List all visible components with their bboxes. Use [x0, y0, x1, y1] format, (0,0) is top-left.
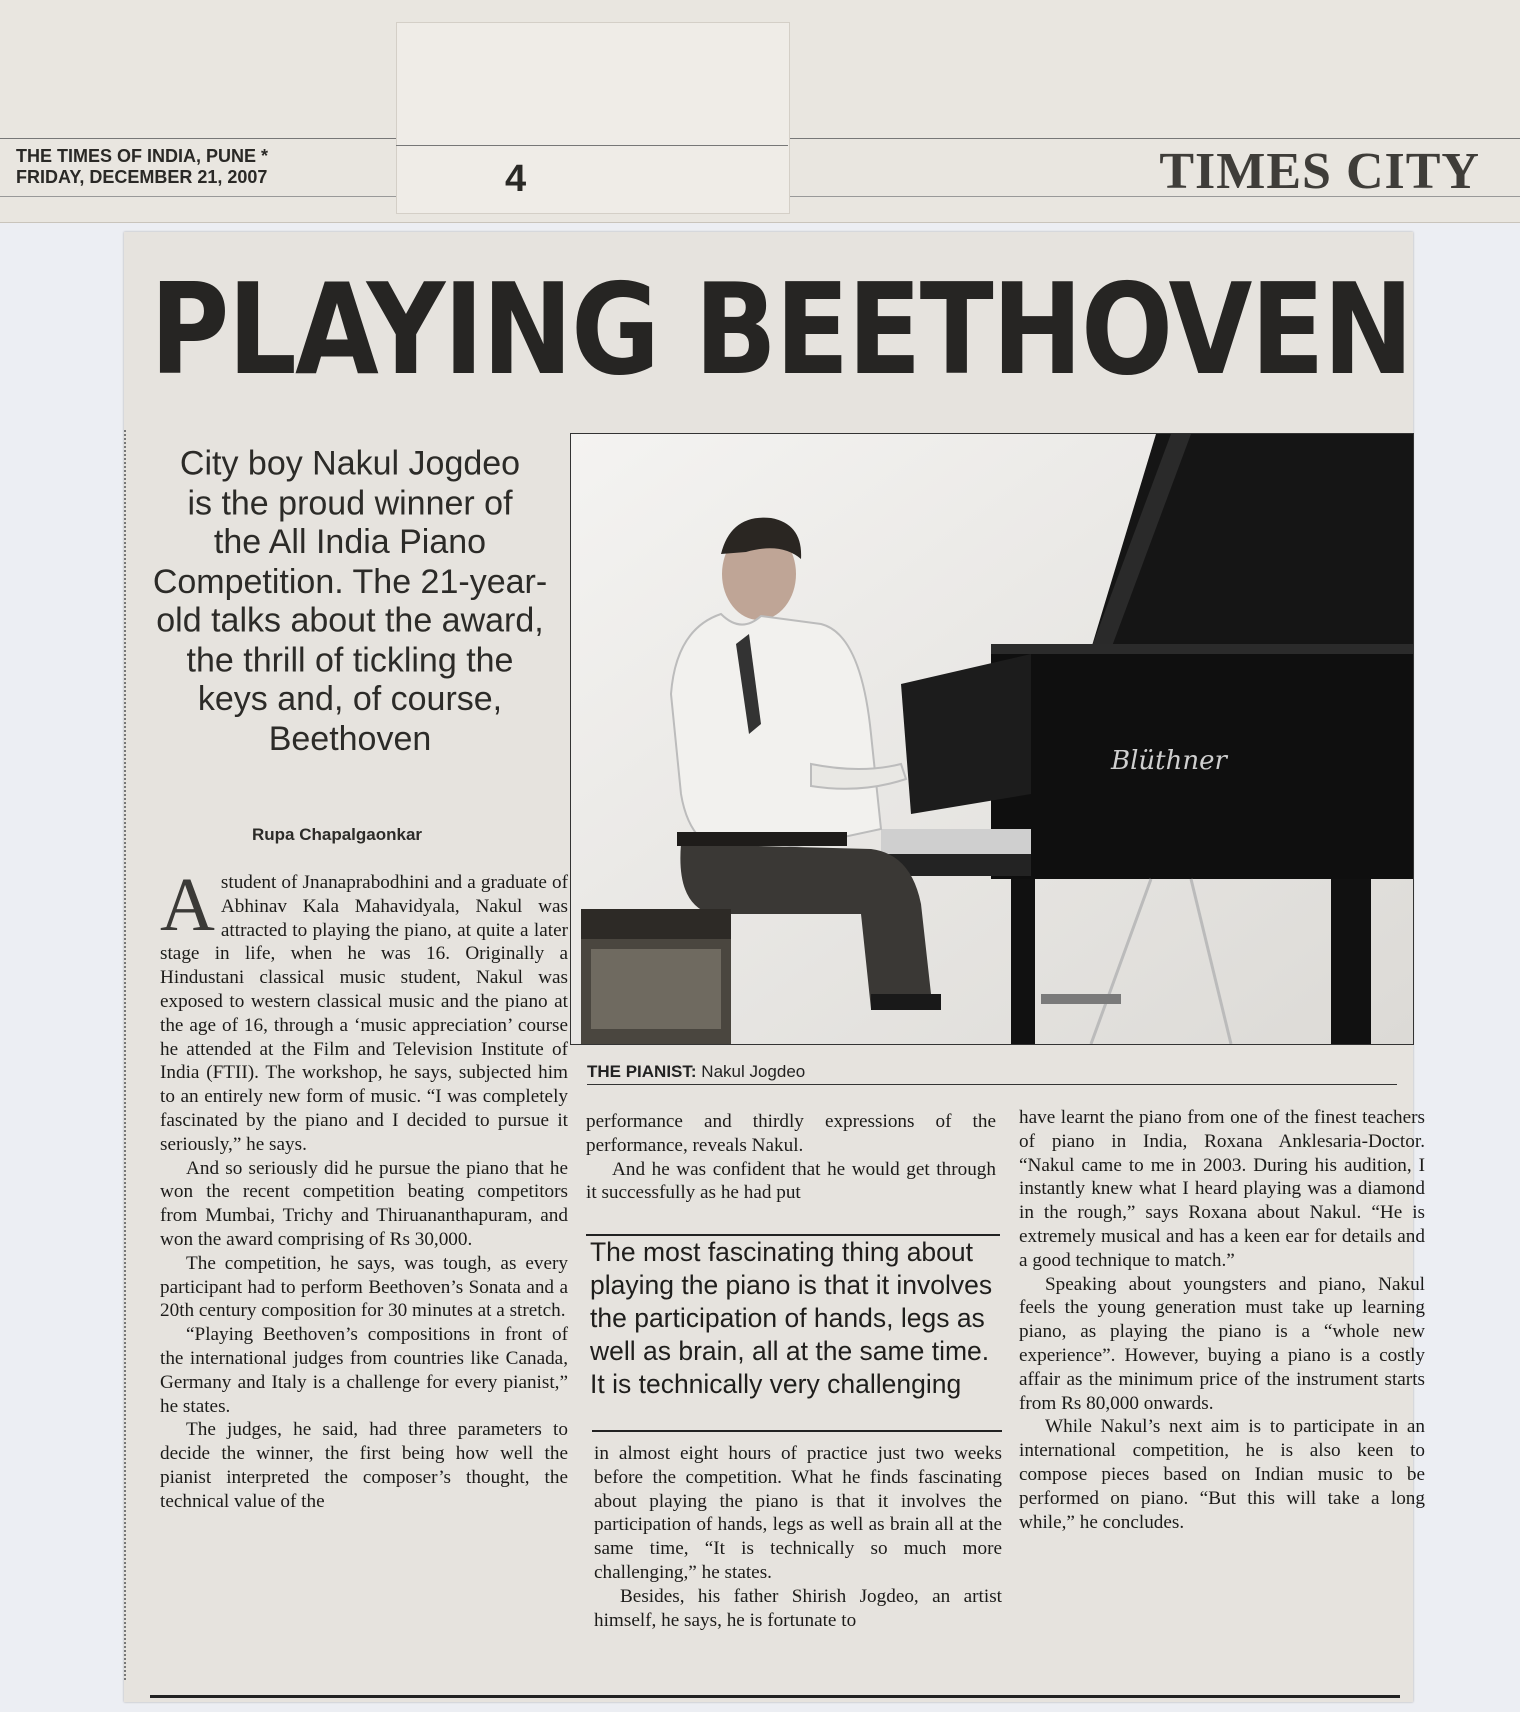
article-paragraph	[160, 863, 568, 1157]
deck-line: Competition. The 21-year-	[152, 561, 548, 601]
pullquote: The most fascinating thing about playing the piano is that it involves the participation of hands, legs as well as brain, all at the same time. It is technically very challenging	[590, 1237, 993, 1399]
deck-line: keys and, of course,	[197, 679, 503, 719]
article-column-2-top	[586, 1110, 996, 1205]
deck-line: City boy Nakul Jogdeo	[179, 443, 521, 483]
pianist-photo	[570, 433, 1414, 1045]
article-paragraph: The judges, he said, had three parameters to decide the winner, the first being how well the pianist interpreted the composer’s thought, the technical value of the	[160, 1419, 568, 1512]
article-paragraph: in almost eight hours of practice just two weeks before the competition. What he finds fascinating about playing the piano is that it involves the participation of hands, legs as well as brain all at the same time, “It is technically so much more challenging,” he states.	[594, 1443, 1002, 1583]
article-column-1	[160, 863, 568, 1514]
piano-brand: Blüthner	[1111, 746, 1227, 776]
article-paragraph: have learnt the piano from one of the finest teachers of piano in India, Roxana Anklesaria-Doctor. “Nakul came to me in 2003. During his audition, I instantly knew what I heard playing was a diamond in the rough,” says Roxana about Nakul. “He is extremely musical and has a keen ear for details and a good technique to match.”	[1019, 1107, 1425, 1271]
pullquote-rule-bottom	[592, 1430, 1002, 1432]
cut-edge	[124, 430, 128, 1680]
paper-date: FRIDAY, DECEMBER 21, 2007	[16, 167, 268, 187]
paragraph-text: student of Jnanaprabodhini and a graduate of Abhinav Kala Mahavidyala, Nakul was attracted to playing the piano, at quite a later stage in life, when he was 16. Originally a Hindustani classical music student, Nakul was exposed to western classical music and the piano at the age of 16, through a ‘music appreciation’ course he attended at the Film and Television Institute of India (FTII). The workshop, he says, subjected him to an entirely new form of music. “I was completely fascinated by the piano and I decided to pursue it seriously,” he says.	[160, 872, 568, 1155]
photo-caption	[587, 1062, 1387, 1082]
deck-line: Beethoven	[268, 718, 432, 758]
caption-text: Nakul Jogdeo	[696, 1062, 806, 1081]
caption-rule	[587, 1084, 1397, 1085]
drop-cap: A	[160, 863, 215, 947]
byline: Rupa Chapalgaonkar	[252, 825, 423, 844]
article-paragraph: And so seriously did he pursue the piano that he won the recent competition beating competitors from Mumbai, Trichy and Thiruananthapuram, and won the award comprising of Rs 30,000.	[160, 1157, 568, 1250]
article-paragraph: performance and thirdly expressions of the performance, reveals Nakul.	[586, 1111, 996, 1156]
pianist-illustration	[571, 434, 1413, 1044]
caption-label: THE PIANIST:	[587, 1062, 697, 1081]
article-end-rule	[150, 1695, 1400, 1698]
deck-line: old talks about the award,	[156, 601, 544, 640]
paper-name: THE TIMES OF INDIA, PUNE *	[16, 146, 269, 166]
section-title: TIMES CITY	[1159, 143, 1480, 200]
article-paragraph: The competition, he says, was tough, as every participant had to perform Beethoven’s Sonata and a 20th century composition for 30 minutes at a stretch.	[160, 1252, 568, 1322]
article-column-3	[1019, 1106, 1425, 1534]
article-paragraph: Besides, his father Shirish Jogdeo, an artist himself, he says, he is fortunate to	[594, 1585, 1002, 1631]
page-number: 4	[505, 158, 527, 200]
deck-line: the All India Piano	[213, 522, 487, 562]
headline: PLAYING BEETHOVEN	[150, 256, 1412, 403]
article-column-2-bottom	[594, 1442, 1002, 1632]
deck-line: the thrill of tickling the	[186, 640, 514, 680]
article-paragraph: Speaking about youngsters and piano, Nakul feels the young generation must take up learning piano, as playing the piano is a “whole new experience”. However, buying a piano is a costly affair as the minimum price of the instrument starts from Rs 80,000 onwards.	[1019, 1273, 1425, 1414]
article-paragraph: While Nakul’s next aim is to participate in an international competition, he is also keen to compose pieces based on Indian music to be performed on piano. “But this will take a long while,” he concludes.	[1019, 1416, 1425, 1533]
article-paragraph: And he was confident that he would get through it successfully as he had put	[586, 1158, 996, 1204]
deck-line: is the proud winner of	[187, 483, 513, 522]
article-deck	[140, 444, 560, 758]
paper-dateline	[16, 146, 456, 188]
article-paragraph: “Playing Beethoven’s compositions in front of the international judges from countries like Canada, Germany and Italy is a challenge for every pianist,” he states.	[160, 1324, 568, 1417]
